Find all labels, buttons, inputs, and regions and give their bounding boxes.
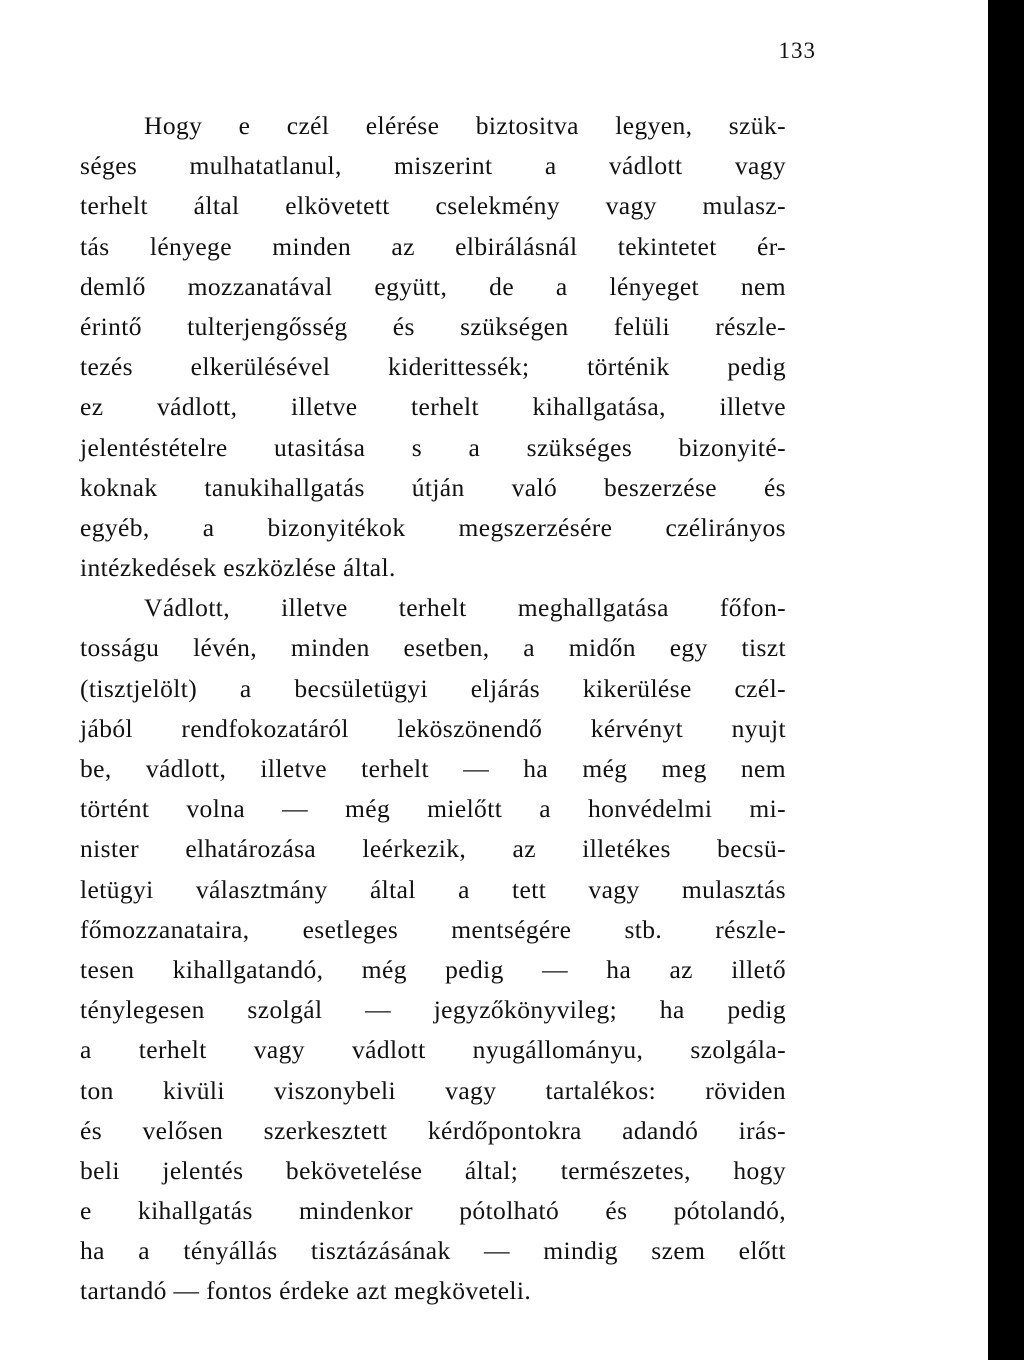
- text-line: főmozzanataira, esetleges mentségére stb. részle-: [80, 914, 786, 944]
- text-line: tás lényege minden az elbirálásnál tekintetet ér-: [80, 231, 786, 261]
- paragraph-1: [80, 106, 786, 588]
- text-line: ton kivüli viszonybeli vagy tartalékos: röviden: [80, 1075, 786, 1105]
- text-line: tesen kihallgatandó, még pedig — ha az illető: [80, 954, 786, 984]
- text-line: Vádlott, illetve terhelt meghallgatása főfon-: [144, 593, 786, 623]
- page-number: 133: [778, 38, 816, 63]
- text-line: történt volna — még mielőtt a honvédelmi mi-: [80, 794, 786, 824]
- text-line: jából rendfokozatáról leköszönendő kérvényt nyujt: [80, 713, 786, 743]
- text-line: érintő tulterjengősség és szükségen felüli részle-: [80, 311, 786, 341]
- text-line: koknak tanukihallgatás útján való beszerzése és: [80, 472, 786, 502]
- text-line: e kihallgatás mindenkor pótolható és pótolandó,: [80, 1196, 786, 1226]
- text-line: ez vádlott, illetve terhelt kihallgatása, illetve: [80, 392, 786, 422]
- scan-edge: [988, 0, 1024, 1360]
- text-line: be, vádlott, illetve terhelt — ha még meg nem: [80, 754, 786, 783]
- text-line: beli jelentés bekövetelése által; természetes, hogy: [80, 1155, 786, 1185]
- text-line: tartandó — fontos érdeke azt megköveteli.: [80, 1276, 532, 1306]
- text-line: letügyi választmány által a tett vagy mulasztás: [80, 874, 786, 904]
- paragraph-2: [80, 588, 786, 1311]
- text-line: nister elhatározása leérkezik, az illetékes becsü-: [80, 834, 786, 864]
- text-line: tezés elkerülésével kiderittessék; történik pedig: [80, 352, 786, 382]
- text-line: terhelt által elkövetett cselekmény vagy mulasz-: [80, 191, 786, 221]
- text-line: és velősen szerkesztett kérdőpontokra adandó irás-: [80, 1115, 786, 1145]
- text-line: Hogy e czél elérése biztositva legyen, szük-: [144, 111, 786, 140]
- text-line: intézkedések eszközlése által.: [80, 553, 396, 583]
- text-line: tosságu lévén, minden esetben, a midőn egy tiszt: [80, 633, 786, 663]
- text-line: egyéb, a bizonyitékok megszerzésére czélirányos: [80, 512, 786, 542]
- text-line: jelentéstételre utasitása s a szükséges bizonyité-: [80, 432, 786, 462]
- text-line: a terhelt vagy vádlott nyugállományu, szolgála-: [80, 1035, 786, 1065]
- body-text: [80, 106, 786, 1312]
- text-line: ha a tényállás tisztázásának — mindig szem előtt: [80, 1236, 786, 1266]
- text-line: (tisztjelölt) a becsületügyi eljárás kikerülése czél-: [80, 673, 786, 703]
- text-line: ténylegesen szolgál — jegyzőkönyvileg; ha pedig: [80, 995, 786, 1025]
- text-line: séges mulhatatlanul, miszerint a vádlott vagy: [80, 151, 786, 181]
- text-line: demlő mozzanatával együtt, de a lényeget nem: [80, 271, 786, 301]
